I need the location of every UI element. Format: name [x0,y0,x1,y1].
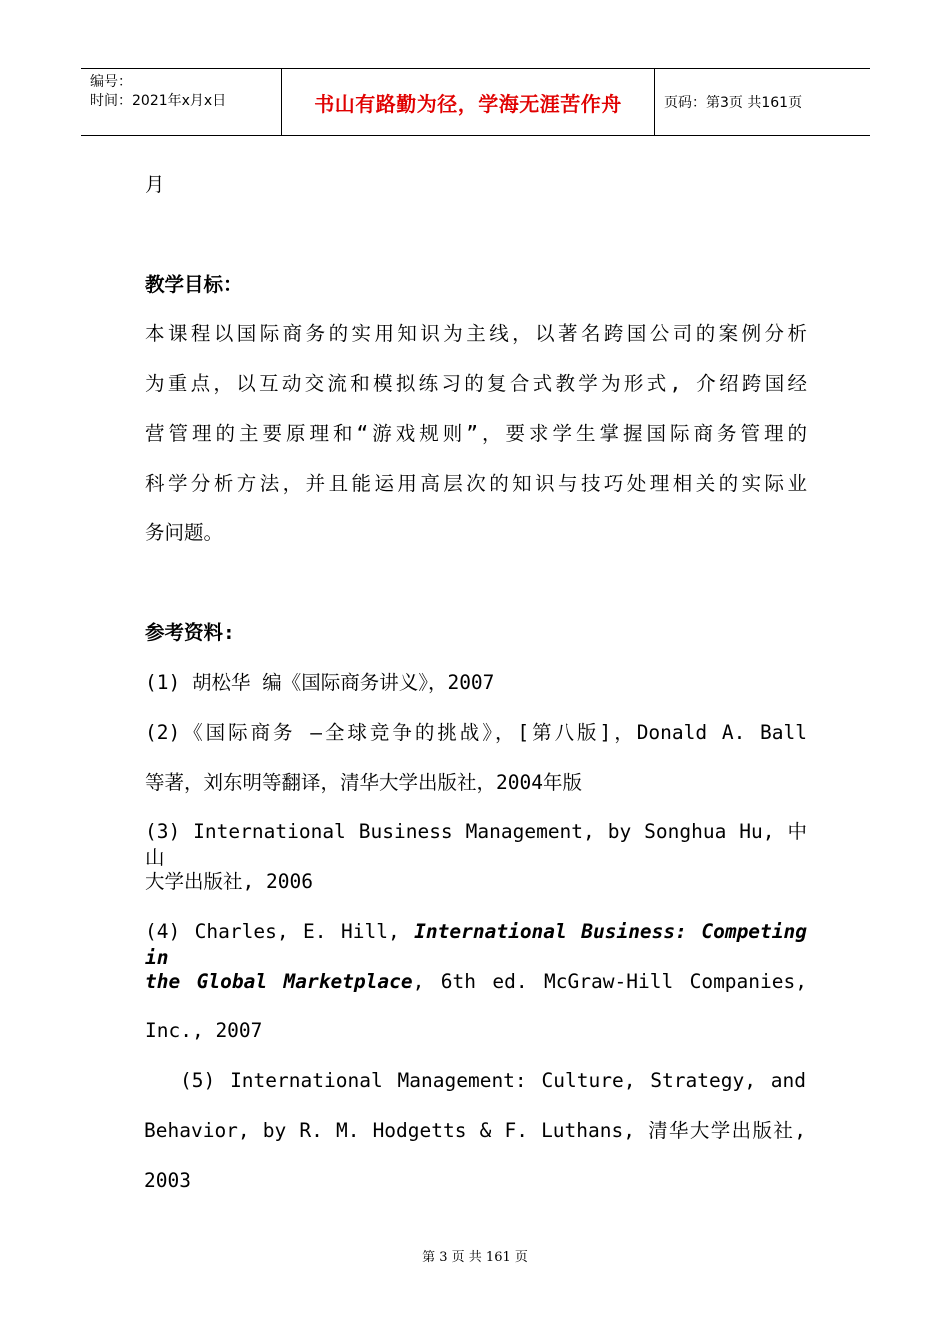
reference-item: 2003 [144,1169,191,1192]
date-label: 时间：2021年x月x日 [90,93,227,109]
ref-heading: 参考资料: [145,621,235,644]
reference-item: Inc., 2007 [145,1019,263,1042]
reference-item: 大学出版社, 2006 [145,870,313,893]
header-left-cell [90,73,226,111]
reference-item: Behavior, by R. M. Hodgetts & F. Luthans, 清华大学出版社, [144,1119,806,1142]
reference-item: (1) 胡松华 编《国际商务讲义》，2007 [145,671,495,694]
page-header [81,68,870,136]
goal-line: 务问题。 [145,521,224,544]
number-label: 编号： [90,74,132,90]
goal-line: 为重点，以互动交流和模拟练习的复合式教学为形式, 介绍跨国经 [145,372,807,395]
ref-book-title: International Business: Competing in [145,920,808,969]
goal-line: 本课程以国际商务的实用知识为主线，以著名跨国公司的案例分析 [145,322,807,345]
header-divider [654,69,655,135]
goal-line: 营管理的主要原理和“游戏规则”，要求学生掌握国际商务管理的 [145,422,807,445]
ref-text: , 6th ed. McGraw-Hill Companies, [412,970,807,993]
reference-item: (3) International Business Management, by Songhua Hu, 中山 [145,820,807,869]
reference-item: (5) International Management: Culture, Strategy, and [180,1069,806,1092]
ref-book-title: the Global Marketplace [145,970,413,993]
text-fragment: 月 [145,173,165,196]
page-footer: 第 3 页 共 161 页 [422,1250,528,1265]
goal-line: 科学分析方法，并且能运用高层次的知识与技巧处理相关的实际业 [145,472,807,495]
reference-item: 等著，刘东明等翻译，清华大学出版社，2004年版 [145,771,582,794]
header-motto: 书山有路勤为径，学海无涯苦作舟 [314,91,622,116]
goal-heading: 教学目标： [145,273,243,296]
reference-item [145,969,807,995]
ref-text: (4) Charles, E. Hill, [145,920,415,943]
reference-item: (2)《国际商务 —全球竞争的挑战》，[第八版]，Donald A. Ball [145,721,807,744]
header-page-label: 页码：第3页 共161页 [664,95,803,111]
reference-item [145,919,807,971]
